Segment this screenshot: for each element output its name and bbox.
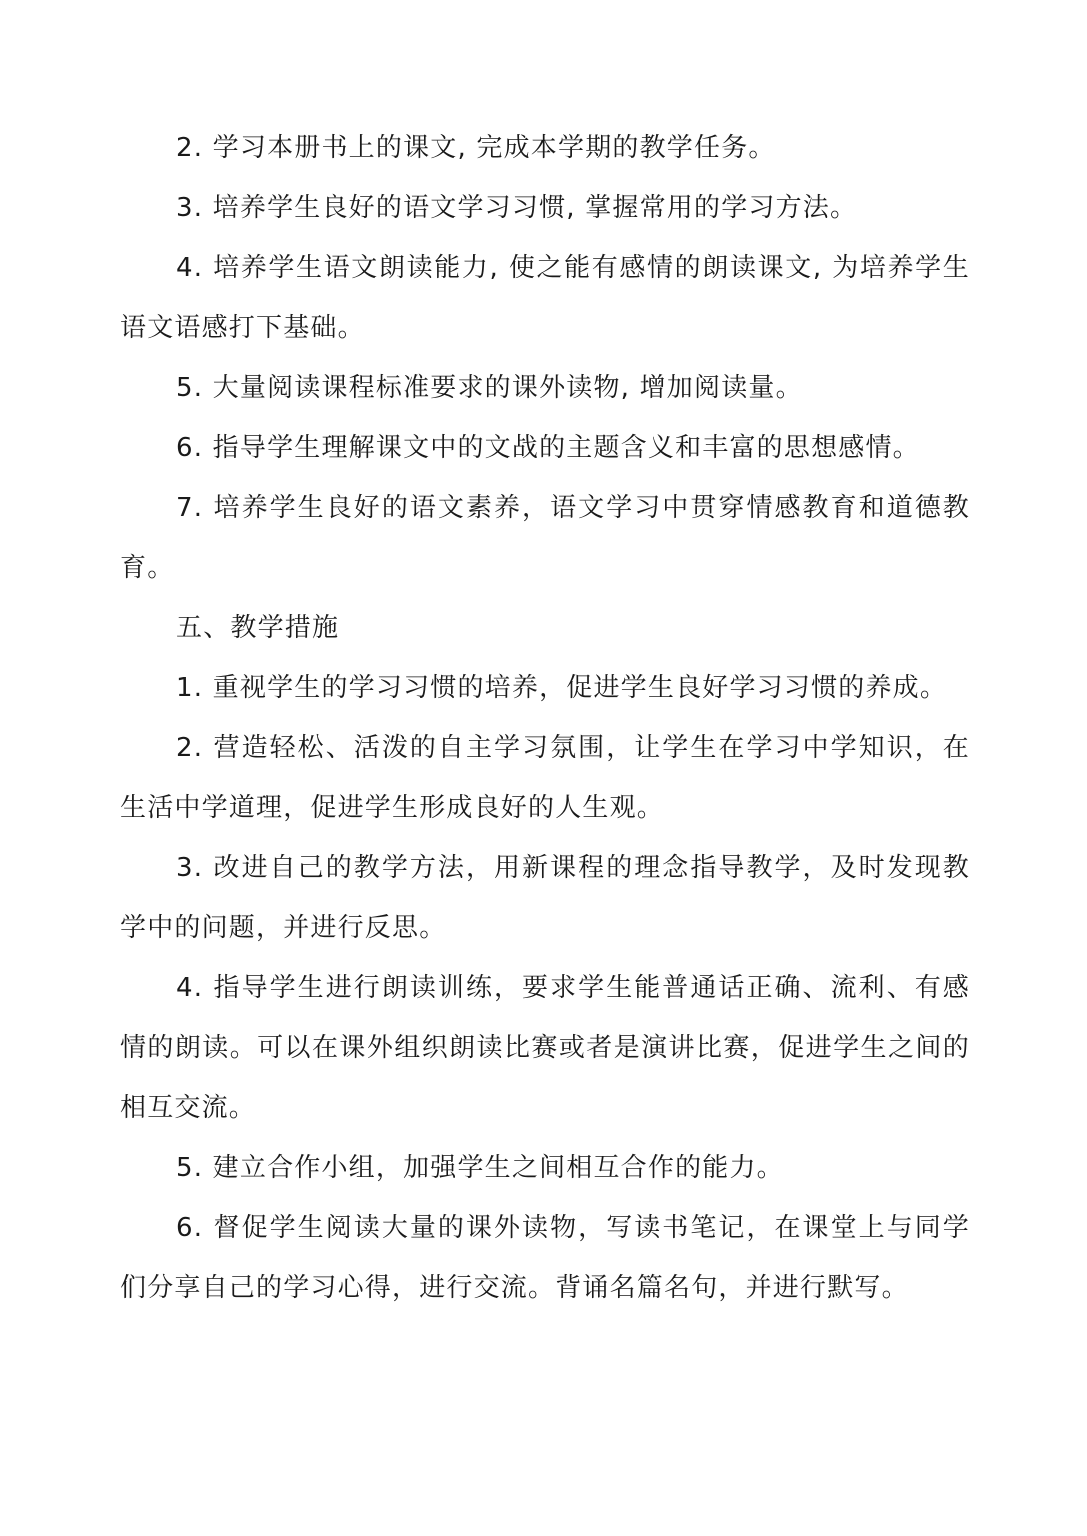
paragraph-measure-2: 2. 营造轻松、活泼的自主学习氛围，让学生在学习中学知识，在生活中学道理，促进学生形成良好的人生观。 <box>120 733 970 823</box>
paragraph-goal-5: 5. 大量阅读课程标准要求的课外读物, 增加阅读量。 <box>176 373 803 403</box>
section-heading-measures: 五、教学措施 <box>176 613 340 643</box>
paragraph-measure-5: 5. 建立合作小组，加强学生之间相互合作的能力。 <box>176 1153 784 1183</box>
paragraph-goal-3: 3. 培养学生良好的语文学习习惯, 掌握常用的学习方法。 <box>176 193 858 223</box>
document-body <box>120 118 970 1318</box>
paragraph-measure-3: 3. 改进自己的教学方法，用新课程的理念指导教学，及时发现教学中的问题，并进行反思。 <box>120 853 970 943</box>
paragraph-goal-7: 7. 培养学生良好的语文素养，语文学习中贯穿情感教育和道德教育。 <box>120 493 970 583</box>
paragraph-goal-2: 2. 学习本册书上的课文, 完成本学期的教学任务。 <box>176 133 776 163</box>
paragraph-measure-4: 4. 指导学生进行朗读训练，要求学生能普通话正确、流利、有感情的朗读。可以在课外组织朗读比赛或者是演讲比赛，促进学生之间的相互交流。 <box>120 973 970 1123</box>
paragraph-goal-6: 6. 指导学生理解课文中的文战的主题含义和丰富的思想感情。 <box>176 433 920 463</box>
paragraph-measure-6: 6. 督促学生阅读大量的课外读物，写读书笔记，在课堂上与同学们分享自己的学习心得，进行交流。背诵名篇名句，并进行默写。 <box>120 1213 970 1303</box>
paragraph-goal-4: 4. 培养学生语文朗读能力, 使之能有感情的朗读课文, 为培养学生语文语感打下基础。 <box>120 253 970 343</box>
paragraph-measure-1: 1. 重视学生的学习习惯的培养，促进学生良好学习习惯的养成。 <box>176 673 948 703</box>
